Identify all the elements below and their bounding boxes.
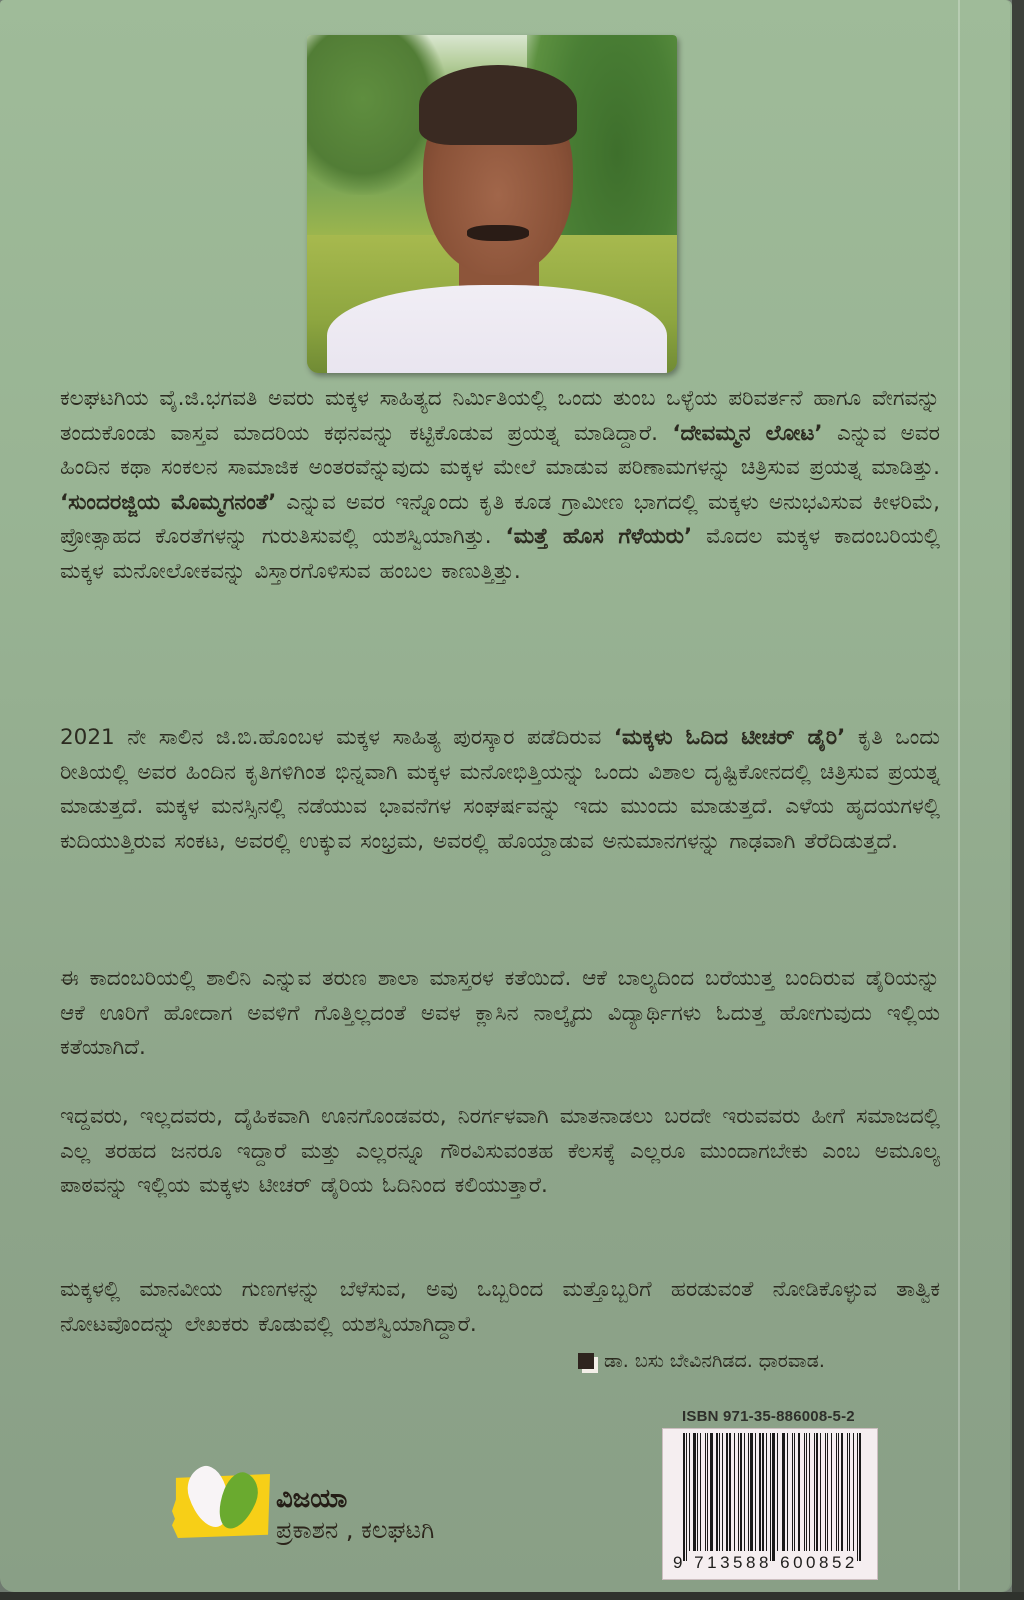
barcode-bar (729, 1433, 731, 1551)
blurb-text: ಈ ಕಾದಂಬರಿಯಲ್ಲಿ ಶಾಲಿನಿ ಎನ್ನುವ ತರುಣ ಶಾಲಾ ಮಾಸ್ತರಳ ಕತೆಯಿದೆ. ಆಕೆ ಬಾಲ್ಯದಿಂದ ಬರೆಯುತ್ತ ಬಂದಿರುವ ಡೈರಿಯನ್ನು ಆಕೆ ಊರಿಗೆ ಹೋದಾಗ ಅವಳಿಗೆ ಗೊತ್ತಿಲ್ಲದಂತೆ ಅವಳ ಕ್ಲಾಸಿನ ನಾಲ್ಕೈದು ವಿದ್ಯಾರ್ಥಿಗಳು ಓದುತ್ತ ಹೋಗುವುದು ಇಲ್ಲಿಯ ಕತೆಯಾಗಿದೆ. (60, 966, 940, 1060)
barcode-bar (806, 1433, 807, 1551)
barcode-bar (792, 1433, 793, 1551)
barcode-bar (859, 1433, 861, 1561)
barcode-bar (719, 1433, 720, 1551)
blurb-text: ಕೃತಿ ಒಂದು ರೀತಿಯಲ್ಲಿ ಅವರ ಹಿಂದಿನ ಕೃತಿಗಳಿಗಿಂತ ಭಿನ್ನವಾಗಿ ಮಕ್ಕಳ ಮನೋಭಿತ್ತಿಯನ್ನು ಒಂದು ವಿಶಾಲ ದೃಷ್ಟಿಕೋನದಲ್ಲಿ ಚಿತ್ರಿಸುವ ಪ್ರಯತ್ನ ಮಾಡುತ್ತದೆ. ಮಕ್ಕಳ ಮನಸ್ಸಿನಲ್ಲಿ ನಡೆಯುವ ಭಾವನೆಗಳ ಸಂಘರ್ಷವನ್ನು ಇದು ಮುಂದು ಮಾಡುತ್ತದೆ. ಎಳೆಯ ಹೃದಯಗಳಲ್ಲಿ ಕುದಿಯುತ್ತಿರುವ ಸಂಕಟ, ಅವರಲ್ಲಿ ಉಕ್ಕುವ ಸಂಭ್ರಮ, ಅವರಲ್ಲಿ ಹೊಯ್ದಾಡುವ ಅನುಮಾನಗಳನ್ನು ಗಾಢವಾಗಿ ತೆರೆದಿಡುತ್ತದೆ. (60, 725, 940, 854)
barcode-bar (716, 1433, 718, 1551)
publisher-place: ಪ್ರಕಾಶನ , ಕಲಘಟಗಿ (276, 1516, 435, 1544)
barcode-bar (838, 1433, 839, 1551)
barcode-bar (697, 1433, 698, 1551)
barcode-bar (857, 1433, 858, 1561)
barcode-bar (809, 1433, 811, 1551)
barcode-bar (740, 1433, 742, 1551)
blurb-text: ಎನ್ನುವ ಅವರ ಹಿಂದಿನ ಕಥಾ ಸಂಕಲನ ಸಾಮಾಜಿಕ ಅಂತರವೆನ್ನುವುದು ಮಕ್ಕಳ ಮೇಲೆ ಮಾಡುವ ಪರಿಣಾಮಗಳನ್ನು ಚಿತ್ರಿಸುವ ಪ್ರಯತ್ನ ಮಾಡಿತ್ತು. (60, 420, 940, 480)
isbn-barcode (662, 1428, 878, 1580)
photo-shirt (327, 285, 667, 373)
spine-crease (958, 0, 960, 1590)
barcode-bar (693, 1433, 695, 1551)
barcode-bar (847, 1433, 848, 1551)
book-title-quote: ‘ಮಕ್ಕಳು ಓದಿದ ಟೀಚರ್ ಡೈರಿ’ (613, 725, 846, 750)
barcode-bar (841, 1433, 843, 1551)
barcode-digits: 9 713588 600852 (673, 1553, 858, 1572)
barcode-bar (831, 1433, 833, 1551)
blurb-paragraph-3 (60, 962, 940, 1066)
barcode-bar (770, 1433, 771, 1561)
barcode-bar (814, 1433, 815, 1551)
barcode-bar (700, 1433, 702, 1551)
barcode-bar (820, 1433, 821, 1551)
blurb-text: ಮಕ್ಕಳಲ್ಲಿ ಮಾನವೀಯ ಗುಣಗಳನ್ನು ಬೆಳೆಸುವ, ಅವು ಒಬ್ಬರಿಂದ ಮತ್ತೊಬ್ಬರಿಗೆ ಹರಡುವಂತೆ ನೋಡಿಕೊಳ್ಳುವ ತಾತ್ವಿಕ ನೋಟವೊಂದನ್ನು ಲೇಖಕರು ಕೊಡುವಲ್ಲಿ ಯಶಸ್ವಿಯಾಗಿದ್ದಾರೆ. (60, 1277, 940, 1337)
barcode-bar (798, 1433, 800, 1551)
barcode-bar (734, 1433, 735, 1551)
book-title-quote: ‘ಸುಂದರಜ್ಜಿಯ ಮೊಮ್ಮಗನಂತೆ’ (60, 489, 277, 515)
barcode-bar (683, 1433, 685, 1561)
author-photo (307, 35, 677, 373)
barcode-bar (744, 1433, 745, 1551)
blurb-paragraph-5 (60, 1273, 940, 1342)
blurb-text: ಇದ್ದವರು, ಇಲ್ಲದವರು, ದೈಹಿಕವಾಗಿ ಊನಗೊಂಡವರು, ನಿರರ್ಗಳವಾಗಿ ಮಾತನಾಡಲು ಬರದೇ ಇರುವವರು ಹೀಗೆ ಸಮಾಜದಲ್ಲಿ ಎಲ್ಲ ತರಹದ ಜನರೂ ಇದ್ದಾರೆ ಮತ್ತು ಎಲ್ಲರನ್ನೂ ಗೌರವಿಸುವಂತಹ ಕೆಲಸಕ್ಕೆ ಎಲ್ಲರೂ ಮುಂದಾಗಬೇಕು ಎಂಬ ಅಮೂಲ್ಯ ಪಾಠವನ್ನು ಇಲ್ಲಿಯ ಮಕ್ಕಳು ಟೀಚರ್ ಡೈರಿಯ ಓದಿನಿಂದ ಕಲಿಯುತ್ತಾರೆ. (60, 1104, 940, 1198)
barcode-bar (766, 1433, 767, 1551)
barcode-bar (804, 1433, 805, 1551)
blurb-text: ಎನ್ನುವ ಅವರ ಇನ್ನೊಂದು ಕೃತಿ ಕೂಡ ಗ್ರಾಮೀಣ ಭಾಗದಲ್ಲಿ ಮಕ್ಕಳು ಅನುಭವಿಸುವ ಕೀಳರಿಮೆ, ಪ್ರೋತ್ಸಾಹದ ಕೊರತೆಗಳನ್ನು ಗುರುತಿಸುವಲ್ಲಿ ಯಶಸ್ವಿಯಾಗಿತ್ತು. (60, 489, 940, 549)
background-edge (1012, 0, 1024, 1600)
barcode-bar (750, 1433, 752, 1551)
blurb-paragraph-4 (60, 1100, 940, 1204)
barcode-bar (853, 1433, 854, 1551)
barcode-bar (794, 1433, 796, 1551)
barcode-bar (759, 1433, 761, 1551)
reviewer-signature (578, 1350, 825, 1372)
isbn-label: ISBN 971-35-886008-5-2 (682, 1408, 855, 1425)
barcode-bar (836, 1433, 837, 1551)
barcode-bar (777, 1433, 778, 1551)
book-title-quote: ‘ಮತ್ತೆ ಹೊಸ ಗೆಳೆಯರು’ (505, 524, 693, 549)
barcode-bar (710, 1433, 712, 1551)
barcode-bar (787, 1433, 788, 1551)
barcode-bars (683, 1433, 863, 1551)
blurb-text: 2021 ನೇ ಸಾಲಿನ ಜಿ.ಬಿ.ಹೊಂಬಳ ಮಕ್ಕಳ ಸಾಹಿತ್ಯ ಪುರಸ್ಕಾರ ಪಡೆದಿರುವ (60, 725, 614, 750)
barcode-bar (827, 1433, 829, 1551)
reviewer-name: ಡಾ. ಬಸು ಬೇವಿನಗಿಡದ. ಧಾರವಾಡ. (604, 1350, 825, 1372)
background-bottom-edge (0, 1592, 1024, 1600)
barcode-bar (849, 1433, 851, 1551)
barcode-bar (689, 1433, 690, 1551)
blurb-paragraph-1 (60, 382, 940, 589)
book-title-quote: ‘ದೇವಮ್ಮನ ಲೋಟ’ (672, 420, 823, 446)
barcode-bar (722, 1433, 723, 1551)
blurb-text: ಮೊದಲ ಮಕ್ಕಳ ಕಾದಂಬರಿಯಲ್ಲಿ ಮಕ್ಕಳ ಮನೋಲೋಕವನ್ನು ವಿಸ್ತಾರಗೊಳಿಸುವ ಹಂಬಲ ಕಾಣುತ್ತಿತ್ತು. (60, 524, 940, 584)
barcode-bar (748, 1433, 749, 1551)
barcode-bar (762, 1433, 764, 1551)
blurb-text: ಕಲಘಟಗಿಯ ವೈ.ಜಿ.ಭಗವತಿ ಅವರು ಮಕ್ಕಳ ಸಾಹಿತ್ಯದ ನಿರ್ಮಿತಿಯಲ್ಲಿ ಒಂದು ತುಂಬ ಒಳ್ಳೆಯ ಪರಿವರ್ತನೆ ಹಾಗೂ ವೇಗವನ್ನು ತಂದುಕೊಂಡು ವಾಸ್ತವ ಮಾದರಿಯ ಕಥನವನ್ನು ಕಟ್ಟಿಕೊಡುವ ಪ್ರಯತ್ನ ಮಾಡಿದ್ದಾರೆ. (60, 386, 940, 446)
publisher-logo (166, 1466, 276, 1544)
square-bullet-icon (578, 1353, 594, 1369)
barcode-bar (707, 1433, 708, 1551)
blurb-paragraph-2 (60, 721, 940, 859)
barcode-bar (816, 1433, 818, 1551)
barcode-bar (783, 1433, 785, 1551)
barcode-bar (705, 1433, 706, 1551)
barcode-bar (772, 1433, 774, 1561)
publisher-name: ವಿಜಯಾ (276, 1484, 348, 1514)
barcode-bar (755, 1433, 756, 1551)
barcode-bar (726, 1433, 728, 1551)
barcode-bar (686, 1433, 687, 1561)
photo-mustache (467, 225, 529, 241)
barcode-bar (782, 1433, 783, 1551)
barcode-bar (738, 1433, 739, 1551)
photo-hair (419, 65, 577, 145)
barcode-bar (825, 1433, 826, 1551)
